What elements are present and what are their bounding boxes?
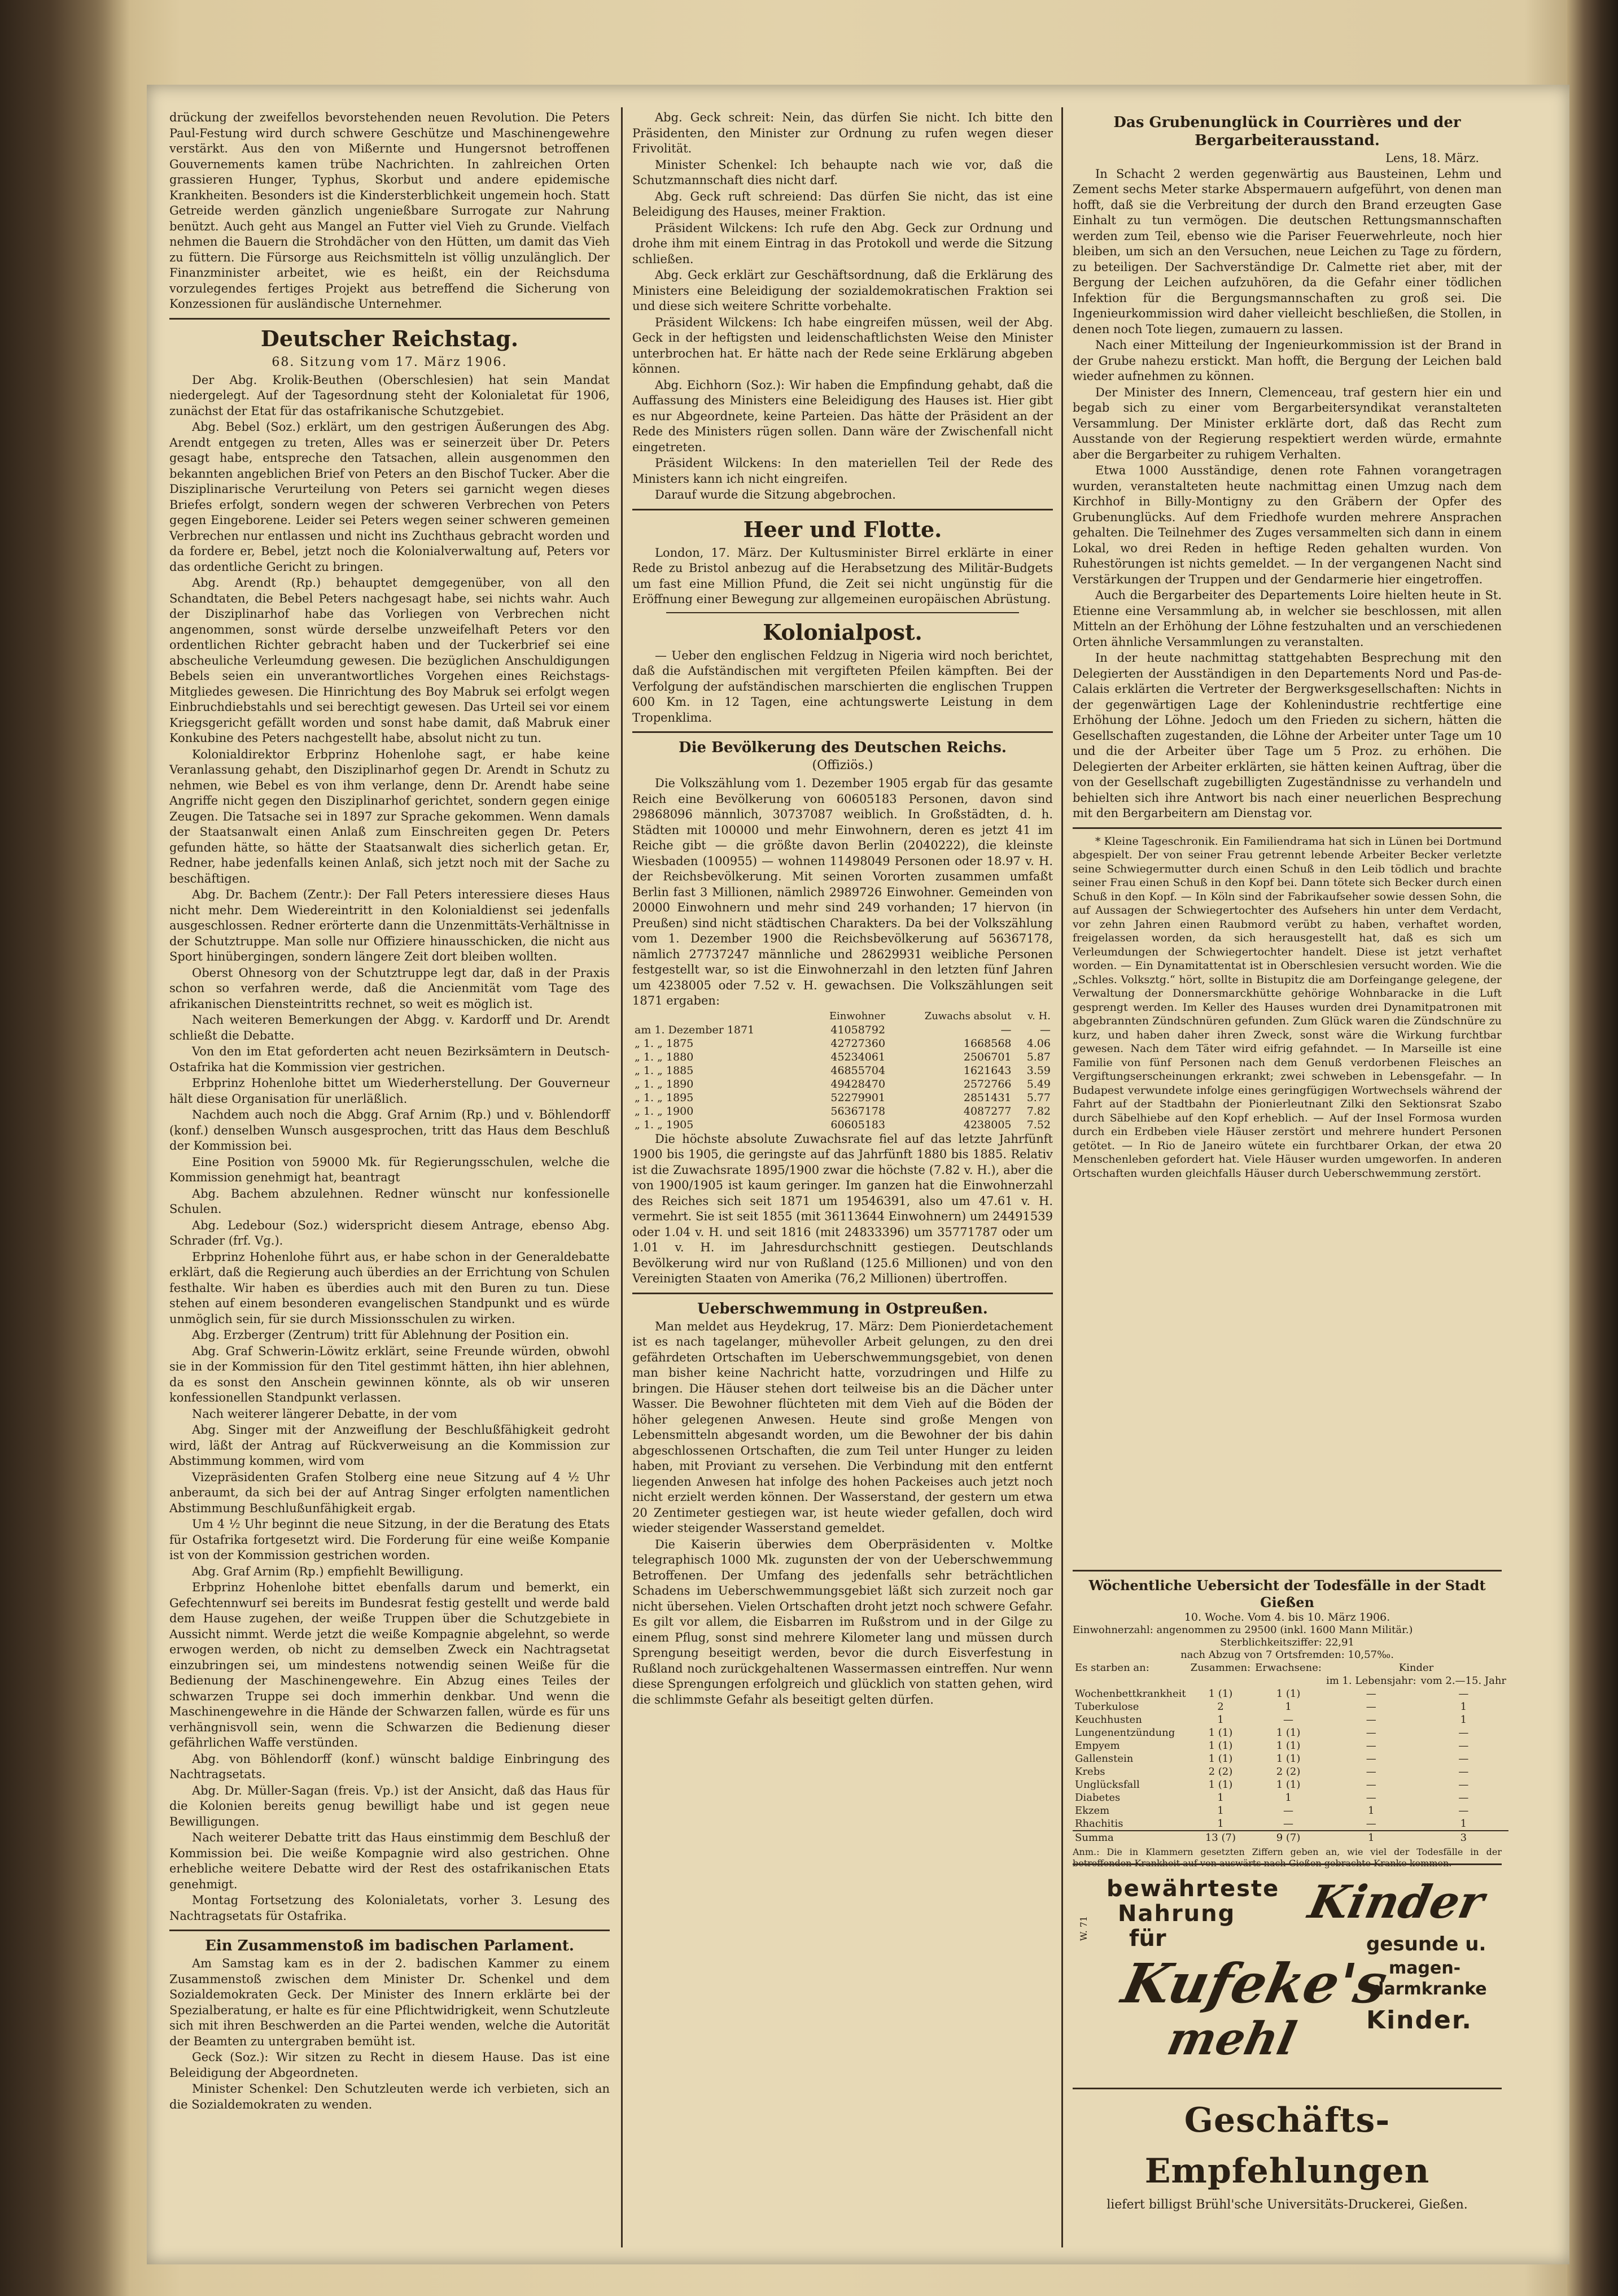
table-cell: 4087277 [963,1105,1012,1118]
table-cell: — [1458,1740,1469,1752]
table-header-cell [632,1010,804,1023]
table-cell: 2 (2) [1208,1766,1233,1778]
table-cell: — [1283,1714,1294,1726]
table-cell: Wochenbettkrankheit [1075,1688,1186,1700]
ad-text: magen- [1389,1958,1461,1978]
table-header-cell: Zuwachs absolut [924,1010,1012,1022]
table-cell: 3 [1419,1831,1508,1844]
ad-tagline-2: Nahrung [1118,1901,1236,1927]
reichstag-paragraph: Abg. Graf Schwerin-Löwitz erklärt, seine Freunde würden, obwohl sie in der Kommission für den Titel gestimmt hätten, ihn hier ablehnen, da es sonst den Anschein gewinnen könnte, als ob wir unseren konfessionellen Standpunkt verlassen. [169,1344,610,1404]
reichstag-paragraph: Nach weiteren Bemerkungen der Abgg. v. Kardorff und Dr. Arendt schließt die Debatte. [169,1013,610,1042]
reichstag-paragraph: Nach weiterer längerer Debatte, in der vom [192,1407,457,1421]
geschaefts-ad [1073,2095,1502,2212]
heer-paragraph: London, 17. März. Der Kultusminister Birrel erklärte in einer Rede zu Bristol anbezug auf die Herabsetzung des Militär-Budgets um fast eine Million Pfund, die Zeit sei nicht ungünstig für die Eröffnung einer Bewegung zur allgemeinen europäischen Abrüstung. [632,545,1053,606]
grubenunglueck-paragraph: Nach einer Mitteilung der Ingenieurkommission ist der Brand in der Grube nahezu erstickt. Man hofft, die Bergung der Leichen bald wieder aufnehmen zu können. [1073,338,1502,383]
table-cell: 5.87 [1026,1050,1051,1063]
kolonialpost-title: Kolonialpost. [763,619,922,645]
table-cell: — [1366,1727,1376,1739]
table-cell: Gallenstein [1075,1753,1134,1765]
table-cell: — [1366,1701,1376,1713]
death-population: Einwohnerzahl: angenommen zu 29500 (inkl. 1600 Mann Militär.) [1073,1624,1413,1636]
table-row [632,1091,1053,1105]
table-header-row [1073,1674,1508,1687]
table-cell: 1 [1217,1818,1224,1830]
table-cell: 2506701 [963,1050,1012,1063]
binding-shadow-left [0,0,130,2296]
table-cell: 49428470 [830,1077,886,1090]
table-row [1073,1817,1508,1831]
ueberschwemmung-paragraph: Die Kaiserin überwies dem Oberpräsidenten v. Moltke telegraphisch 1000 Mk. zugunsten der von der Ueberschwemmung Betroffenen. Der Umfang des jedenfalls sehr beträchtlichen Schadens im Ueberschwemmungsgebiet läßt sich zurzeit noch gar nicht übersehen. Vielen Ortschaften droht jetzt noch schwere Gefahr. Es gilt vor allem, die Eisbarren im Rußstrom und in der Gilge zu einem Pflug, sonst sind mehrere Kilometer lang und müssen durch Sprengung beseitigt werden, bevor die durch Eisverfestung in Rußland noch zurückgehaltenen Wassermassen eintreffen. Nur wenn diese Sprengungen erfolgreich und glücklich von statten gehen, wird die schlimmste Gefahr als beseitigt gelten dürfen. [632,1537,1053,1706]
ad-text: gesunde u. [1366,1933,1486,1955]
dateline: Lens, 18. März. [1385,151,1479,165]
table-cell: 5.77 [1026,1091,1051,1104]
table-row [1073,1778,1508,1791]
table-cell: 1 [1324,1831,1419,1844]
divider [632,1293,1053,1294]
column-rule-2 [1061,107,1063,2247]
reichstag-paragraph: Nach weiterer Debatte tritt das Haus einstimmig dem Beschluß der Kommission bei. Die weiße Kompagnie wird also gestrichen. Ohne erhebliche weitere Debatte wird der Rest des ostafrikanischen Etats genehmigt. [169,1831,610,1891]
table-cell: Lungenentzündung [1075,1727,1175,1739]
ad-brand-mehl: mehl [1163,2012,1301,2065]
death-statistics-title: Wöchentliche Uebersicht der Todesfälle in der Stadt Gießen [1088,1577,1486,1610]
table-cell: „ 1. „ 1885 [635,1064,694,1077]
divider [1073,827,1502,829]
table-cell: 7.52 [1026,1118,1051,1131]
grubenunglueck-paragraph: Der Minister des Innern, Clemenceau, traf gestern hier ein und begab sich zu einer vom Bergarbeitersyndikat veranstalteten Versammlung. Der Minister erklärte dort, daß das Recht zum Ausstande von der Regierung respektiert werden würde, ermahnte aber die Bergarbeiter zu ruhigem Verhalten. [1073,385,1502,461]
table-cell: 56367178 [830,1105,886,1118]
baden-paragraph: Minister Schenkel: Den Schutzleuten werde ich verbieten, sich an die Sozialdemokraten zu wenden. [169,2082,610,2111]
table-header-cell: Kinder [1398,1662,1434,1674]
reichstag-paragraph: Abg. Singer mit der Anzweiflung der Beschlußfähigkeit gedroht wird, läßt der Antrag auf Rückverweisung an die Kommission zur Abstimmung kommen, wird vom [169,1423,610,1468]
table-header-cell: vom 2.—15. Jahr [1420,1675,1507,1687]
table-cell: 42727360 [830,1037,886,1050]
table-cell: Empyem [1075,1740,1120,1752]
intro-text: drückung der zweifellos bevorstehenden neuen Revolution. Die Peters Paul-Festung wird durch schwere Geschütze und Maschinengewehre verstärkt. Aus den von Mißernte und Hungersnot betroffenen Gouvernements kamen trübe Nachrichten. In zahlreichen Orten grassieren Hunger, Typhus, Skorbut und andere epidemische Krankheiten. Besonders ist die Kindersterblichkeit ungemein hoch. Statt Getreide werden gänzlich ungenießbare Surrogate zur Nahrung benützt. Auch geht aus Mangel an Futter viel Vieh zu Grunde. Vielfach nehmen die Bauern die Strohdächer von den Hütten, um damit das Vieh zu füttern. Die Fürsorge aus Reichsmitteln ist völlig unzulänglich. Der Finanzminister arbeitet, wie es heißt, ein der Reichsduma vorzulegendes fertiges Projekt aus betreffend die Sicherung von Konzessionen für ausländische Unternehmer. [169,111,610,311]
table-cell: 2572766 [963,1077,1012,1090]
table-cell: — [1366,1818,1376,1830]
table-cell: „ 1. „ 1890 [635,1077,694,1090]
table-cell: 2 (2) [1276,1766,1301,1778]
grubenunglueck-paragraph: Auch die Bergarbeiter des Departements Loire hielten heute in St. Etienne eine Versammlung ab, in welcher sie beschlossen, mit allen Mitteln an der Erhöhung der Löhne festzuhalten und an verschiedenen Orten ähnliche Versammlungen zu veranstalten. [1073,588,1502,649]
table-row [632,1064,1053,1077]
table-cell: — [1366,1766,1376,1778]
reichstag-paragraph: Abg. Bebel (Soz.) erklärt, um den gestrigen Äußerungen des Abg. Arendt entgegen zu treten, Alles was er seinerzeit über Dr. Peters gesagt habe, entspreche den Tatsachen, allein ausgenommen den bekannten angeblichen Brief von Peters an den Bischof Tucker. Aber die Disziplinarische Verurteilung von Peters sei garnicht wegen dieses Briefes erfolgt, sondern wegen der schweren Verbrechen von Peters gegen Eingeborene. Leider sei Peters wegen seiner schweren gemeinen Verbrechen nur entlassen und nicht ins Zuchthaus gebracht worden und da fordere er, Bebel, jetzt noch die Kolonialverwaltung auf, Peters vor das ordentliche Gericht zu bringen. [169,420,610,574]
reichstag-paragraph: Abg. Ledebour (Soz.) widerspricht diesem Antrage, ebenso Abg. Schrader (frf. Vg.). [169,1218,610,1247]
table-cell: 1 [1217,1792,1224,1804]
table-cell: 3.59 [1026,1064,1051,1077]
table-cell: — [1458,1766,1469,1778]
table-cell: 1 (1) [1208,1727,1233,1739]
table-cell: 13 (7) [1188,1831,1253,1844]
table-row [1073,1713,1508,1726]
reichstag-paragraph: Vizepräsidenten Grafen Stolberg eine neue Sitzung auf 4 ½ Uhr anberaumt, da sich bei der auf Antrag Singer erfolgten namentlichen Abstimmung Beschlußunfähigkeit ergab. [169,1470,610,1515]
geschaefts-title: Geschäfts-Empfehlungen [1144,2101,1430,2191]
table-cell: 5.49 [1026,1077,1051,1090]
grubenunglueck-paragraph: Etwa 1000 Ausständige, denen rote Fahnen vorangetragen wurden, veranstalteten heute nachmittag einen Umzug nach dem Kirchhof in Billy-Montigny zu den Gräbern der Opfer des Grubenunglücks. Auf dem Friedhofe wurden mehrere Ansprachen gehalten. Die Teilnehmer des Zuges versammelten sich dann in einem Lokal, wo drei Reden in heftige Reden gehalten wurden. Von Ruhestörungen ist nichts gemeldet. — In der vergangenen Nacht sind Verstärkungen der Truppen und der Gendarmerie hier eingetroffen. [1073,464,1502,586]
table-cell: 1 [1460,1818,1467,1830]
death-rate-adjusted: nach Abzug von 7 Ortsfremden: 10,57‰. [1180,1649,1394,1661]
baden-paragraph: Abg. Geck schreit: Nein, das dürfen Sie nicht. Ich bitte den Präsidenten, den Minister zur Ordnung zu rufen wegen dieser Frivolität. [632,111,1053,155]
reichstag-paragraph: Abg. Dr. Bachem (Zentr.): Der Fall Peters interessiere dieses Haus nicht mehr. Dem Wiedereintritt in den Kolonialdienst sei jedenfalls ausgeschlossen. Redner erörterte dann die Unzenmittäts-Verhältnisse in der Schutztruppe. Man solle nur Offiziere hinausschicken, die nicht aus Sport hinübergingen, sondern längere Zeit dort bleiben wollten. [169,888,610,963]
divider [632,509,1053,510]
table-cell: 1 (1) [1208,1688,1233,1700]
table-cell: 60605183 [830,1118,886,1131]
column-3 [1073,110,1502,1544]
table-cell: 2851431 [963,1091,1012,1104]
table-cell: — [1040,1023,1051,1036]
reichstag-paragraph: Der Abg. Krolik-Beuthen (Oberschlesien) hat sein Mandat niedergelegt. Auf der Tagesordnung steht der Kolonialetat für 1906, zunächst der Etat für das ostafrikanische Schutzgebiet. [169,373,610,418]
reichstag-paragraph: Eine Position von 59000 Mk. für Regierungsschulen, welche die Kommission genehmigt hat, beantragt [169,1155,610,1184]
grubenunglueck-paragraph: In der heute nachmittag stattgehabten Besprechung mit den Delegierten der Ausständigen in den Departements Nord und Pas-de-Calais erklärten die Vertreter der Bergwerksgesellschaften: Nichts in der gegenwärtigen Lage der Kohlenindustrie rechtfertige eine Erhöhung der Löhne. Jedoch um den Frieden zu sichern, hätten die Gesellschaften zugestanden, die Löhne der Arbeiter unter Tage um 10 und die der Arbeiter über Tage um 5 Proz. zu erhöhen. Die Delegierten der Arbeiter erklärten, sie hätten keinen Auftrag, über die von der Gesellschaft zugebilligten Zugeständnisse zu verhandeln und behielten sich ihre Antwort bis nach einer neuerlichen Besprechung mit den Bergarbeitern am Dienstag vor. [1073,651,1502,820]
table-row [1073,1726,1508,1739]
table-cell: — [1283,1818,1294,1830]
table-cell: 4238005 [963,1118,1012,1131]
table-row [1073,1687,1508,1700]
table-header-cell: Einwohner [829,1010,886,1022]
table-row [632,1023,1053,1037]
baden-paragraph: Abg. Eichhorn (Soz.): Wir haben die Empfindung gehabt, daß die Auffassung des Ministers eine Beleidigung des Hauses ist. Hier gibt es nur Abgeordnete, keine Parteien. Das hätte der Präsident an der Rede des Ministers rügen sollen. Dann wäre der Zwischenfall nicht eingetreten. [632,378,1053,454]
bevoelkerung-subtitle: (Offiziös.) [812,758,873,772]
table-cell: — [1366,1792,1376,1804]
table-cell: — [1366,1688,1376,1700]
grubenunglueck-paragraph: In Schacht 2 werden gegenwärtig aus Bausteinen, Lehm und Zement sechs Meter starke Abspermauern aufgeführt, von denen man hofft, daß sie die Verbreitung der durch den Brand erzeugten Gase Einhalt zu tun vermögen. Die deutschen Rettungsmannschaften werden zum Teil, ebenso wie die Pariser Feuerwehrleute, noch hier bleiben, um sich an den Versuchen, neue Leichen zu Tage zu fördern, zu beteiligen. Der Sachverständige Dr. Calmette riet aber, mit der Bergung der Leichen aufzuhören, da die Gefahr einer tödlichen Infektion für die Bergungsmannschaften zu groß sei. Die Ingenieurkommission wird daher vielleicht beschließen, die Stollen, in denen noch Tote liegen, zumauern zu lassen. [1073,167,1502,336]
baden-paragraph: Präsident Wilckens: Ich rufe den Abg. Geck zur Ordnung und drohe ihm mit einem Eintrag in das Protokoll und werde die Sitzung schließen. [632,221,1053,266]
table-sum-row [1073,1831,1508,1844]
ad-text: darmkranke [1372,1979,1487,1999]
table-row [632,1050,1053,1064]
table-cell: Unglücksfall [1075,1779,1140,1791]
table-cell: 1 (1) [1276,1779,1301,1791]
table-row [1073,1765,1508,1778]
kufeke-ad [1073,1863,1502,2089]
bevoelkerung-paragraph: Die Volkszählung vom 1. Dezember 1905 ergab für das gesamte Reich eine Bevölkerung von 60605183 Personen, davon sind 29868096 männlich, 30737087 weiblich. In Großstädten, d. h. Städten mit 100000 und mehr Einwohnern, deren es jetzt 41 im Reiche gibt — die größte davon Berlin (2040222), die kleinste Wiesbaden (100955) — wohnen 11498049 Personen oder 18.97 v. H. der Reichsbevölkerung. Mit seinen Vororten zusammen umfaßt Berlin fast 3 Millionen, nämlich 2989726 Einwohner. Gemeinden von 20000 Einwohnern und mehr sind 249 vorhanden; 17 hiervon (in Preußen) sind nicht städtischen Charakters. Da bei der Volkszählung vom 1. Dezember 1900 die Reichsbevölkerung auf 56367178, nämlich 27737247 männliche und 28629931 weibliche Personen festgestellt war, so ist die Einwohnerzahl in den letzten fünf Jahren um 4238005 oder 7.52 v. H. gewachsen. Die Volkszählungen seit 1871 ergaben: [632,776,1053,1007]
baden-paragraph: Minister Schenkel: Ich behaupte nach wie vor, daß die Schutzmannschaft dies nicht darf. [632,158,1053,187]
table-header-row [1073,1661,1508,1674]
table-body [1073,1687,1508,1844]
bevoelkerung-title: Die Bevölkerung des Deutschen Reichs. [679,739,1007,756]
baden-paragraph: Geck (Soz.): Wir sitzen zu Recht in diesem Hause. Das ist eine Beleidigung der Abgeordneten. [169,2050,610,2080]
heer-title: Heer und Flotte. [743,516,942,542]
table-cell: 1 (1) [1276,1727,1301,1739]
divider [666,612,1019,613]
kleine-tageschronik: * Kleine Tageschronik. Ein Familiendrama hat sich in Lünen bei Dortmund abgespielt. Der von seiner Frau getrennt lebende Arbeiter Becker verletzte seine Schwiegermutter durch einen Schuß in den Leib tödlich und brachte seiner Frau einen Schuß in den Kopf bei. Dann tötete sich Becker durch einen Schuß in den Kopf. — In Köln sind der Fabrikaufseher sowie dessen Sohn, die auf Aussagen der Schwiegertochter des Aufsehers hin unter dem Verdacht, vor zehn Jahren einen Raubmord verübt zu haben, verhaftet worden, freigelassen worden, da sich herausgestellt hat, daß es sich um Verleumdungen der Schwiegertochter handelt. Diese ist jetzt verhaftet worden. — Ein Dynamitattentat ist in Oberschlesien versucht worden. Wie die „Schles. Volksztg.“ hört, sollte in Bistupitz die am Dorfeingange gelegene, der Verwaltung der Donnersmarckhütte gehörige Wohnbaracke in die Luft gesprengt werden. Im Keller des Hauses wurden drei Dynamitpatronen mit abgebrannten Zündschnüren gefunden. Zum Glück waren die Zündschnüre zu kurz, und haben daher ihren Zweck, sonst wäre die Wirkung furchtbar gewesen. Nach dem Täter wird eifrig gefahndet. — In Marseille ist eine Familie von fünf Personen nach dem Genuß verdorbenen Fleisches an Vergiftungserscheinungen erkrankt; zwei schweben in Lebensgefahr. — In Budapest verwundete infolge eines geringfügigen Wortwechsels während der Fahrt auf der Stadtbahn der Pionierleutnant Zilki den Sektionsrat Szabo durch Säbelhiebe auf den Kopf erheblich. — Auf der Insel Formosa wurden durch ein Erdbeben viele Häuser zerstört und mehrere hundert Personen getötet. — In Rio de Janeiro wütete ein furchtbarer Orkan, der etwa 20 Menschenleben gefordert hat. Viele Häuser wurden umgeworfen. In anderen Ortschaften wurden gleichfalls Häuser durch Ueberschwemmung zerstört. [1073,835,1502,1180]
baden-paragraph: Abg. Geck erklärt zur Geschäftsordnung, daß die Erklärung des Ministers eine Beleidigung der sozialdemokratischen Fraktion sei und diese sich weitere Schritte vorbehalte. [632,268,1053,313]
table-header-cell: v. H. [1027,1010,1051,1022]
ad-brand: Kufeke's [1117,1952,1393,2015]
column-2 [632,110,1053,2256]
column-rule-1 [621,107,623,2247]
table-cell: 1668568 [963,1037,1012,1050]
table-cell: 1 (1) [1208,1779,1233,1791]
table-cell: — [1000,1023,1012,1036]
table-row [1073,1739,1508,1752]
ad-code: W. 71 [1078,1916,1089,1941]
table-row [632,1037,1053,1050]
table-cell: — [1458,1779,1469,1791]
book-spine [1567,0,1618,2296]
table-cell: „ 1. „ 1895 [635,1091,694,1104]
table-cell: 1 (1) [1276,1753,1301,1765]
table-cell: Ekzem [1075,1805,1110,1817]
baden-paragraph: Abg. Geck ruft schreiend: Das dürfen Sie nicht, das ist eine Beleidigung des Hauses, meiner Fraktion. [632,189,1053,219]
table-cell: — [1458,1688,1469,1700]
reichstag-paragraph: Abg. Graf Arnim (Rp.) empfiehlt Bewilligung. [192,1564,464,1578]
table-row [1073,1804,1508,1817]
reichstag-paragraph: Oberst Ohnesorg von der Schutztruppe legt dar, daß in der Praxis schon so verfahren werde, daß die Ancienmität vom Tage des afrikanischen Diensteintritts rechnet, so weit es möglich ist. [169,966,610,1011]
death-statistics [1073,1564,1507,1869]
reichstag-paragraph: Montag Fortsetzung des Kolonialetats, vorher 3. Lesung des Nachtragsetats für Ostafrika. [169,1893,610,1923]
reichstag-subtitle: 68. Sitzung vom 17. März 1906. [272,355,508,369]
ad-brand-word: Kinder [1304,1875,1489,1928]
ad-tagline-1: bewährteste [1107,1876,1280,1902]
reichstag-paragraph: Erbprinz Hohenlohe bittet ebenfalls darum und bemerkt, ein Gefechtennwurf sei bereits im Bundesrat festig gestellt und werde bald dem Hause zugehen, der weiße Truppen über die Schutzgebiete in Aussicht nimmt. Werde jetzt die weiße Kompagnie abgelehnt, so werde erwogen werden, ob nicht zu demselben Zweck ein Nachtragsetat einzubringen sei, um mindestens notwendig seinen Weiße für die Bedienung der Maschinengewehre. Ein Abzug eines Teiles der schwarzen Truppe sei doch immerhin denkbar. Und wenn die Maschinengewehre in die Hände der Schwarzen fallen, würde es für uns verhängnisvoll sein, wenn die Schwarzen die Bedienung dieser gefährlichen Waffe verstünden. [169,1581,610,1749]
death-note: Anm.: Die in Klammern gesetzten Ziffern geben an, wie viel der Todesfälle in der betreffenden Krankheit auf von auswärts nach Gießen gebrachte Kranke kommen. [1073,1847,1502,1869]
baden-paragraph: Präsident Wilckens: In den materiellen Teil der Rede des Ministers kann ich nicht eingreifen. [632,456,1053,486]
geschaefts-text: liefert billigst Brühl'sche Universitäts-Druckerei, Gießen. [1107,2198,1468,2212]
death-rate: Sterblichkeitsziffer: 22,91 [1220,1636,1354,1648]
table-cell: — [1283,1805,1294,1817]
census-table [632,1010,1053,1132]
divider [169,1930,610,1931]
table-cell: 1621643 [963,1064,1012,1077]
table-cell: 1 [1460,1701,1467,1713]
table-cell: „ 1. „ 1900 [635,1105,694,1118]
reichstag-paragraph: Abg. von Böhlendorff (konf.) wünscht baldige Einbringung des Nachtragsetats. [169,1752,610,1781]
table-header-cell: Es starben an: [1075,1662,1149,1674]
grubenunglueck-title: Das Grubenunglück in Courrières und der Bergarbeiterausstand. [1113,114,1461,149]
table-cell: — [1458,1727,1469,1739]
reichstag-paragraph: Kolonialdirektor Erbprinz Hohenlohe sagt, er habe keine Veranlassung gehabt, den Disziplinarhof gegen Dr. Arendt in Schutz zu nehmen, wie Bebel es von ihm verlange, denn Dr. Arendt habe seine Angriffe nicht gegen den Disziplinarhof gerichtet, sondern gegen einige Zeugen. Die Tatsache sei in 1897 zur Sprache gekommen. Wenn damals der Staatsanwalt einen Anlaß zum Einschreiten gegen Dr. Peters gefunden hätte, so hätte der Staatsanwalt dies sicherlich getan. Er, Redner, habe jedenfalls keinen Anlaß, sich jetzt noch mit der Sache zu beschäftigen. [169,747,610,885]
table-cell: Tuberkulose [1075,1701,1139,1713]
bevoelkerung-paragraph: Die höchste absolute Zuwachsrate fiel auf das letzte Jahrfünft 1900 bis 1905, die geringste auf das Jahrfünft 1880 bis 1885. Relativ ist die Zuwachsrate 1895/1900 zwar die höchste (7.82 v. H.), aber die von 1900/1905 ist kaum geringer. Im ganzen hat die Einwohnerzahl des Reiches sich seit 1871 um 19546391, also um 47.61 v. H. vermehrt. Sie ist seit 1855 (mit 36113644 Einwohnern) um 24491539 oder 1.04 v. H. und seit 1816 (mit 24833396) um 35771787 oder um 1.01 v. H. im Jahresdurchschnitt gestiegen. Deutschlands Bevölkerung wird nur von Rußland (125.6 Millionen) und von den Vereinigten Staaten von Amerika (76,2 Millionen) übertroffen. [632,1132,1053,1285]
table-cell: 7.82 [1026,1105,1051,1118]
table-cell: 9 (7) [1253,1831,1324,1844]
baden-paragraph: Präsident Wilckens: Ich habe eingreifen müssen, weil der Abg. Geck in der heftigsten und leidenschaftlichsten Weise den Minister unterbrochen hat. Er hätte nach der Rede seine Erklärung abgeben können. [632,315,1053,376]
table-cell: Summa [1073,1831,1188,1844]
ueberschwemmung-paragraph: Man meldet aus Heydekrug, 17. März: Dem Pionierdetachement ist es nach tagelanger, mühevoller Arbeit gelungen, zu den drei gefährdeten Ortschaften im Ueberschwemmungsgebiet, von denen man bisher keine Nachricht hatte, vorzudringen und Hilfe zu bringen. Die Häuser stehen dort teilweise bis an die Dächer unter Wasser. Die Bewohner flüchteten mit dem Vieh auf die Böden der höher gelegenen Anwesen. Heute sind große Mengen von Lebensmitteln abgesandt worden, um die Bewohner der bis dahin abgeschlossenen Ortschaften, die zum Teil unter Hunger zu leiden haben, mit Proviant zu versehen. Die Verbindung mit den entfernt liegenden Anwesen hat infolge des hohen Packeises auch jetzt noch nicht erzielt werden können. Der Wasserstand, der gestern um etwa 20 Zentimeter gestiegen war, ist heute wieder gefallen, doch wird wieder steigender Wasserstand gemeldet. [632,1319,1053,1535]
table-cell: 1 (1) [1276,1740,1301,1752]
table-body [632,1023,1053,1132]
table-header-cell: Zusammen: [1190,1662,1251,1674]
table-cell: „ 1. „ 1875 [635,1037,694,1050]
table-cell: — [1458,1792,1469,1804]
table-cell: — [1366,1753,1376,1765]
reichstag-title: Deutscher Reichstag. [260,325,519,351]
kolonialpost-paragraph: — Ueber den englischen Feldzug in Nigeria wird noch berichtet, daß die Aufständischen mit vergifteten Pfeilen kämpften. Bei der Verfolgung der aufständischen marschierten die englischen Truppen 600 Km. in 12 Tagen, eine achtungswerte Leistung in dem Tropenklima. [632,648,1053,724]
reichstag-paragraph: Erbprinz Hohenlohe bittet um Wiederherstellung. Der Gouverneur hält diese Organisation für unerläßlich. [169,1076,610,1106]
table-cell: — [1458,1753,1469,1765]
table-cell: Krebs [1075,1766,1105,1778]
table-cell: Diabetes [1075,1792,1121,1804]
table-cell: 1 [1217,1805,1224,1817]
table-row [1073,1791,1508,1804]
table-cell: 1 [1368,1805,1375,1817]
table-cell: Rhachitis [1075,1818,1123,1830]
table-cell: 1 [1285,1701,1292,1713]
table-cell: 41058792 [830,1023,886,1036]
table-cell: 52279901 [830,1091,886,1104]
table-cell: Keuchhusten [1075,1714,1142,1726]
table-cell: 46855704 [830,1064,886,1077]
table-header-cell: im 1. Lebensjahr: [1326,1675,1416,1687]
table-row [1073,1752,1508,1765]
table-cell: — [1366,1740,1376,1752]
divider [632,731,1053,733]
baden-paragraph: Am Samstag kam es in der 2. badischen Kammer zu einem Zusammenstoß zwischen dem Minister Dr. Schenkel und dem Sozialdemokraten Geck. Der Minister des Innern erklärte bei der Spezialberatung, er halte es für eine Pflichtwidrigkeit, wenn Schutzleute sich mit ihren Beschwerden an die Partei wenden, welche die Autorität der Beamten zu untergraben bemüht ist. [169,1957,610,2048]
table-cell: 1 [1460,1714,1467,1726]
column-1 [169,110,610,2256]
baden-paragraph: Darauf wurde die Sitzung abgebrochen. [655,488,896,501]
table-header-row [632,1010,1053,1023]
reichstag-paragraph: Nachdem auch noch die Abgg. Graf Arnim (Rp.) und v. Böhlendorff (konf.) denselben Wunsch ausgesprochen, tritt das Haus dem Beschluß der Kommission bei. [169,1108,610,1153]
table-cell: „ 1. „ 1905 [635,1118,694,1131]
reichstag-paragraph: Erbprinz Hohenlohe führt aus, er habe schon in der Generaldebatte erklärt, daß die Regierung auch überdies an der Errichtung von Schulen festhalte. Wir haben es überdies auch mit den Buren zu tun. Diese stehen auf einem besonderen evangelischen Standpunkt und es würde unmöglich sein, für sie durch Missionsschulen zu wirken. [169,1250,610,1326]
table-cell: „ 1. „ 1880 [635,1050,694,1063]
table-cell: 1 (1) [1208,1753,1233,1765]
table-cell: — [1366,1779,1376,1791]
reichstag-paragraph: Um 4 ½ Uhr beginnt die neue Sitzung, in der die Beratung des Etats für Ostafrika fortgesetzt wird. Die Forderung für eine weiße Kompanie ist von der Kommission gestrichen worden. [169,1517,610,1562]
table-cell: 2 [1217,1701,1224,1713]
divider [169,318,610,320]
table-cell: 1 [1285,1792,1292,1804]
table-cell: am 1. Dezember 1871 [635,1023,755,1036]
reichstag-paragraph: Abg. Arendt (Rp.) behauptet demgegenüber, von all den Schandtaten, die Bebel Peters nachgesagt habe, sei nichts wahr. Auch der Disziplinarhof habe das Vorliegen von Verbrechen nicht angenommen, sonst würde derselbe unzweifelhaft Peters vor den ordentlichen Richter gebracht haben und der Tuckerbrief sei eine abscheuliche Verleumdung gewesen. Die bezüglichen Anschuldigungen Bebels seien ein unverantwortliches Vorgehen eines Reichstags-Mitgliedes gewesen. Die Hinrichtung des Boy Mabruk sei erfolgt wegen Einbruchdiebstahls und sei berechtigt gewesen. Das Urteil sei vor einem Kriegsgericht gefällt worden und sonst habe damit, daß Mabruk einer Konkubine des Peters nachgestellt habe, absolut nicht zu tun. [169,576,610,745]
death-week: 10. Woche. Vom 4. bis 10. März 1906. [1184,1611,1390,1623]
ueberschwemmung-title: Ueberschwemmung in Ostpreußen. [697,1300,988,1317]
table-cell: 45234061 [830,1050,886,1063]
table-row [632,1105,1053,1118]
table-row [632,1118,1053,1132]
table-cell: 1 [1217,1714,1224,1726]
baden-title: Ein Zusammenstoß im badischen Parlament. [205,1937,574,1954]
table-cell: 1 (1) [1276,1688,1301,1700]
reichstag-paragraph: Abg. Bachem abzulehnen. Redner wünscht nur konfessionelle Schulen. [169,1186,610,1216]
table-cell: — [1458,1805,1469,1817]
ad-tagline-3: für [1129,1926,1166,1952]
table-cell: 1 (1) [1208,1740,1233,1752]
table-cell: 4.06 [1026,1037,1051,1050]
reichstag-paragraph: Abg. Dr. Müller-Sagan (freis. Vp.) ist der Ansicht, daß das Haus für die Kolonien bereits genug bewilligt habe und ist gegen neue Bewilligungen. [169,1783,610,1828]
table-row [632,1077,1053,1091]
death-table [1073,1661,1508,1844]
table-header-cell: Erwachsene: [1255,1662,1322,1674]
table-cell: — [1366,1714,1376,1726]
reichstag-paragraph: Von den im Etat geforderten acht neuen Bezirksämtern in Deutsch-Ostafrika hat die Kommission vier gestrichen. [169,1045,610,1074]
table-row [1073,1700,1508,1713]
divider [1073,1570,1502,1572]
ad-text: Kinder. [1366,2006,1472,2035]
reichstag-paragraph: Abg. Erzberger (Zentrum) tritt für Ablehnung der Position ein. [192,1328,569,1342]
